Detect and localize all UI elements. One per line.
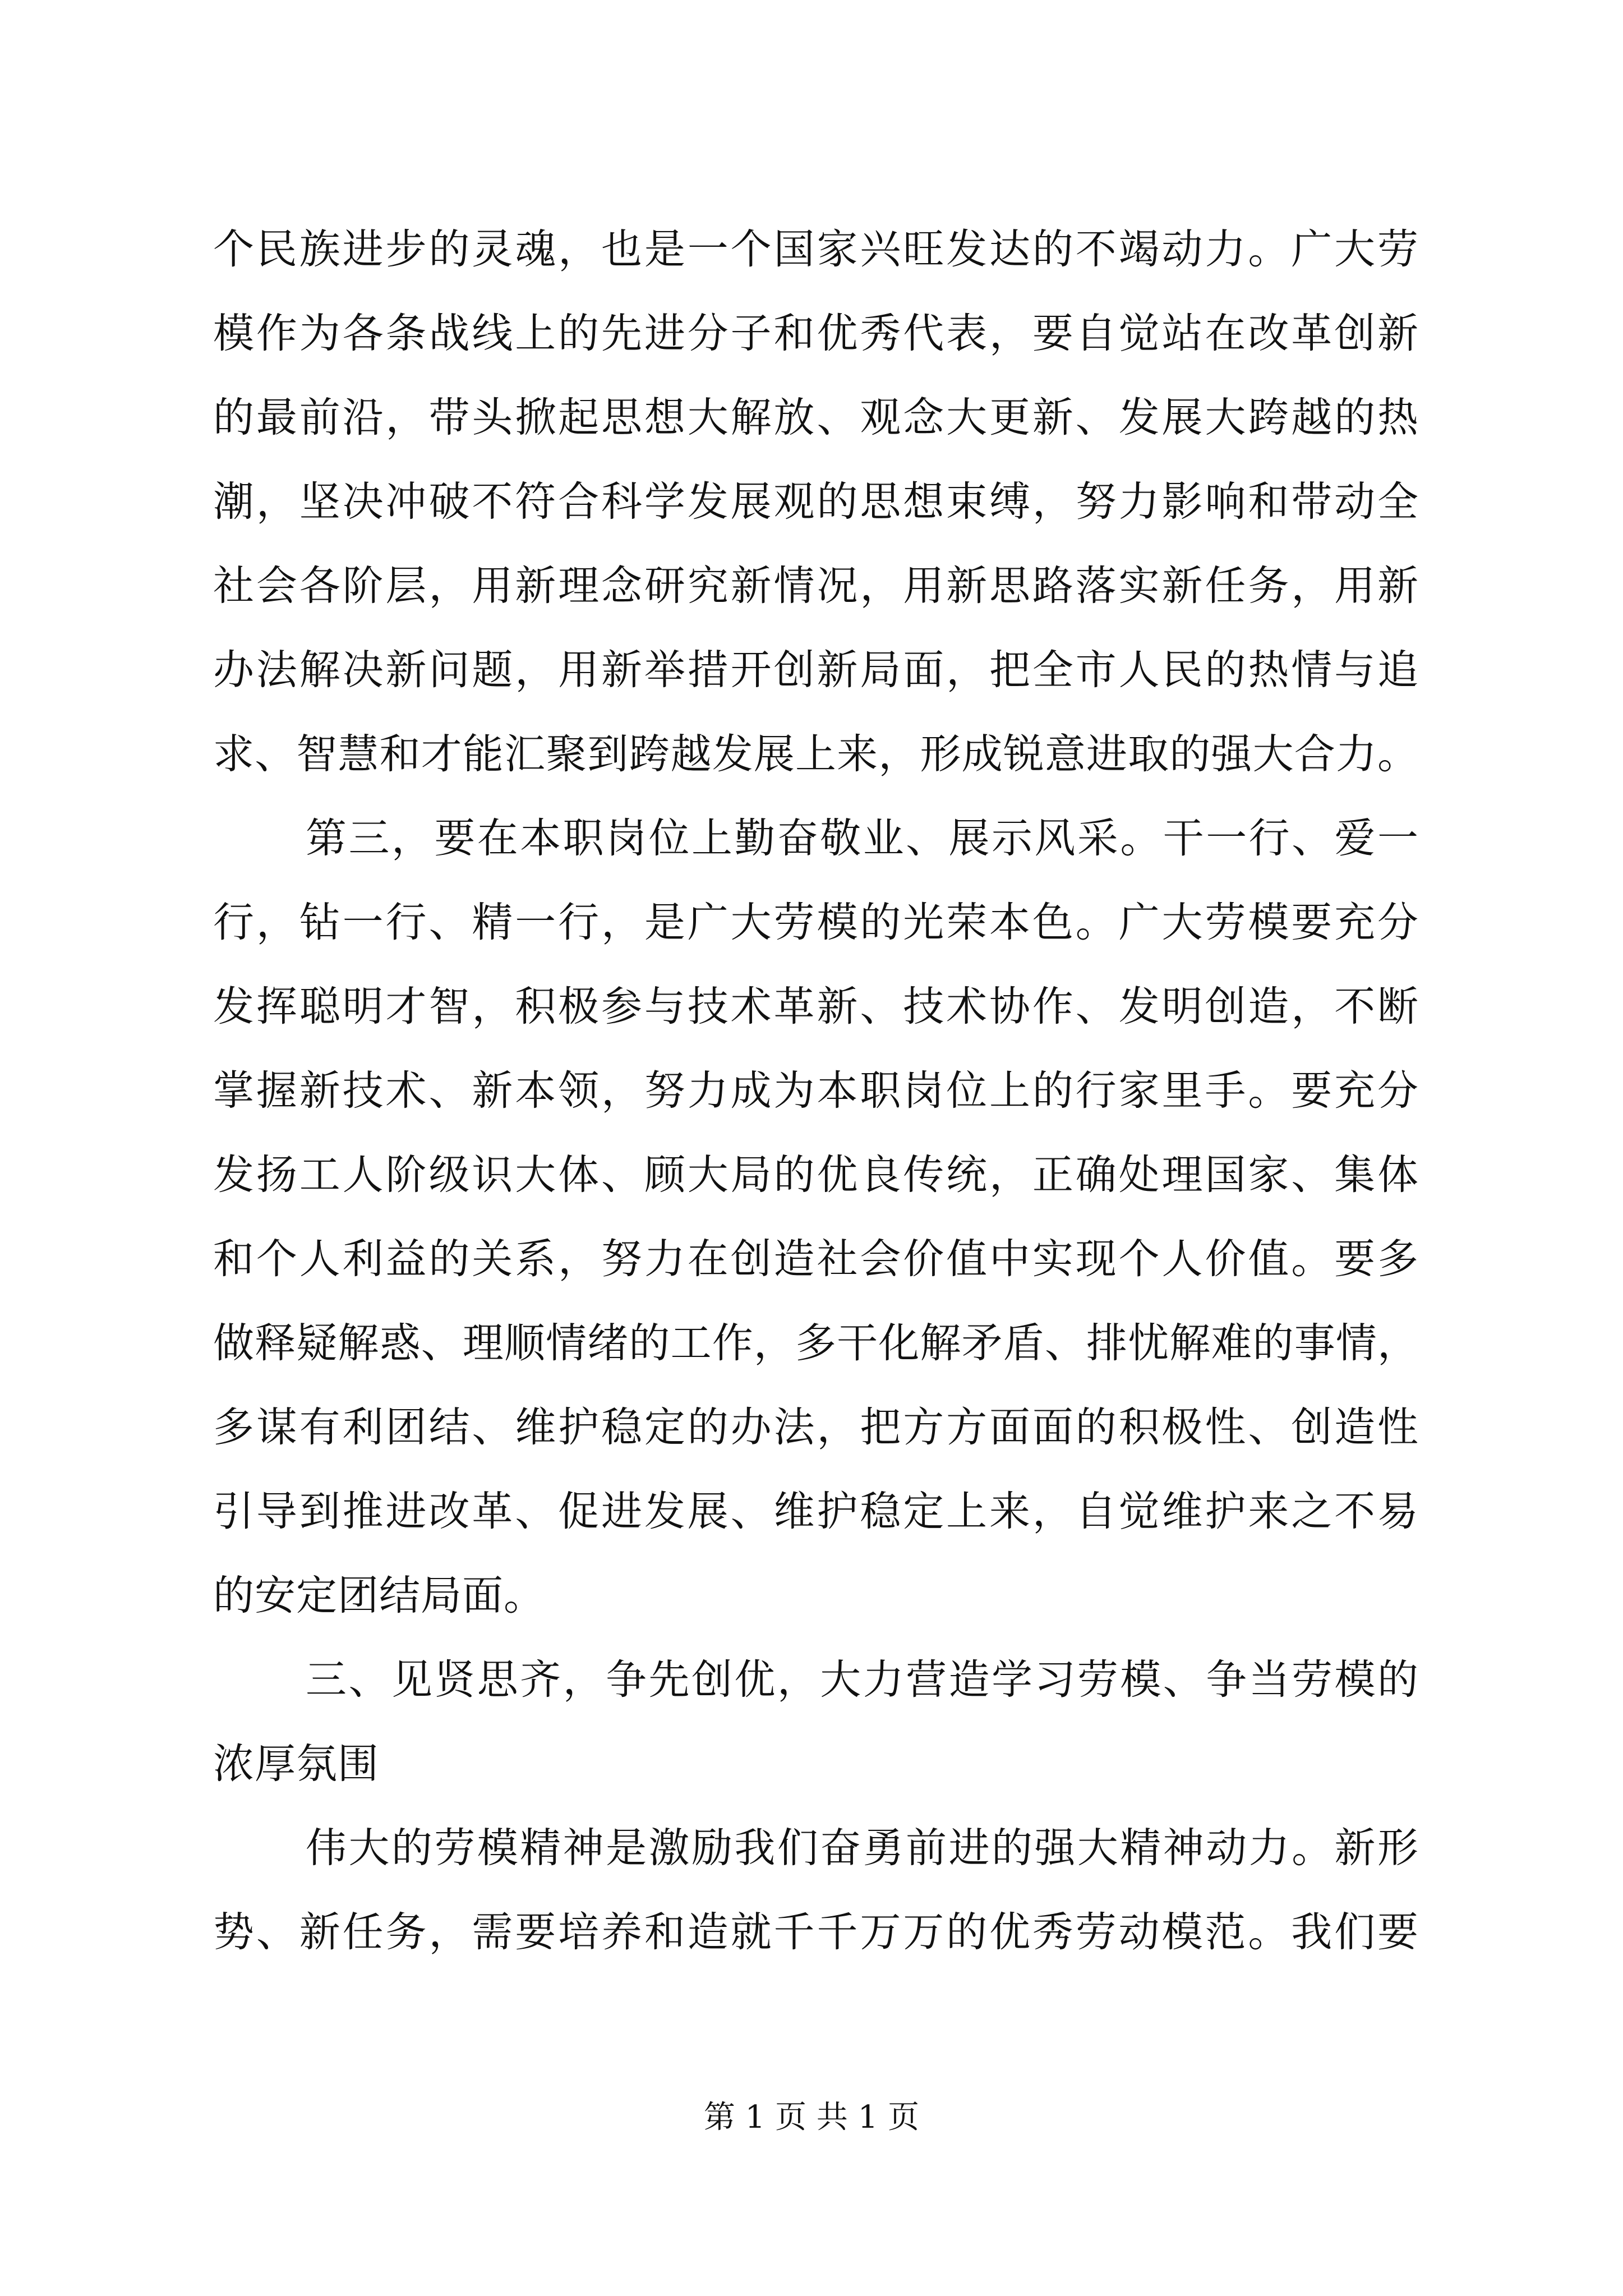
text-line: 模作为各条战线上的先进分子和优秀代表，要自觉站在改革创新 [213,310,1419,357]
text-line: 社会各阶层，用新理念研究新情况，用新思路落实新任务，用新 [213,562,1419,610]
section-heading: 三、见贤思齐，争先创优，大力营造学习劳模、争当劳模的 [306,1656,1419,1704]
text-line: 行，钻一行、精一行，是广大劳模的光荣本色。广大劳模要充分 [213,899,1419,946]
paragraph-first-line: 第三，要在本职岗位上勤奋敬业、展示风采。干一行、爱一 [306,815,1419,862]
section-heading-continued: 浓厚氛围 [213,1740,379,1788]
text-line: 个民族进步的灵魂，也是一个国家兴旺发达的不竭动力。广大劳 [213,226,1419,273]
text-line: 的最前沿，带头掀起思想大解放、观念大更新、发展大跨越的热 [213,394,1419,441]
text-line: 掌握新技术、新本领，努力成为本职岗位上的行家里手。要充分 [213,1067,1419,1115]
text-line: 发扬工人阶级识大体、顾大局的优良传统，正确处理国家、集体 [213,1151,1419,1199]
text-line: 潮，坚决冲破不符合科学发展观的思想束缚，努力影响和带动全 [213,478,1419,526]
paragraph-first-line: 伟大的劳模精神是激励我们奋勇前进的强大精神动力。新形 [306,1824,1419,1872]
text-line: 发挥聪明才智，积极参与技术革新、技术协作、发明创造，不断 [213,983,1419,1030]
text-line: 的安定团结局面。 [213,1572,545,1619]
text-line: 和个人利益的关系，努力在创造社会价值中实现个人价值。要多 [213,1235,1419,1283]
text-line: 办法解决新问题，用新举措开创新局面，把全市人民的热情与追 [213,646,1419,694]
page-number-footer: 第 1 页 共 1 页 [703,2099,920,2136]
text-line: 引导到推进改革、促进发展、维护稳定上来，自觉维护来之不易 [213,1488,1419,1535]
text-line: 多谋有利团结、维护稳定的办法，把方方面面的积极性、创造性 [213,1404,1419,1451]
text-line: 求、智慧和才能汇聚到跨越发展上来，形成锐意进取的强大合力。 [213,730,1419,778]
text-line: 势、新任务，需要培养和造就千千万万的优秀劳动模范。我们要 [213,1908,1419,1956]
text-line: 做释疑解惑、理顺情绪的工作，多干化解矛盾、排忧解难的事情， [213,1319,1419,1367]
